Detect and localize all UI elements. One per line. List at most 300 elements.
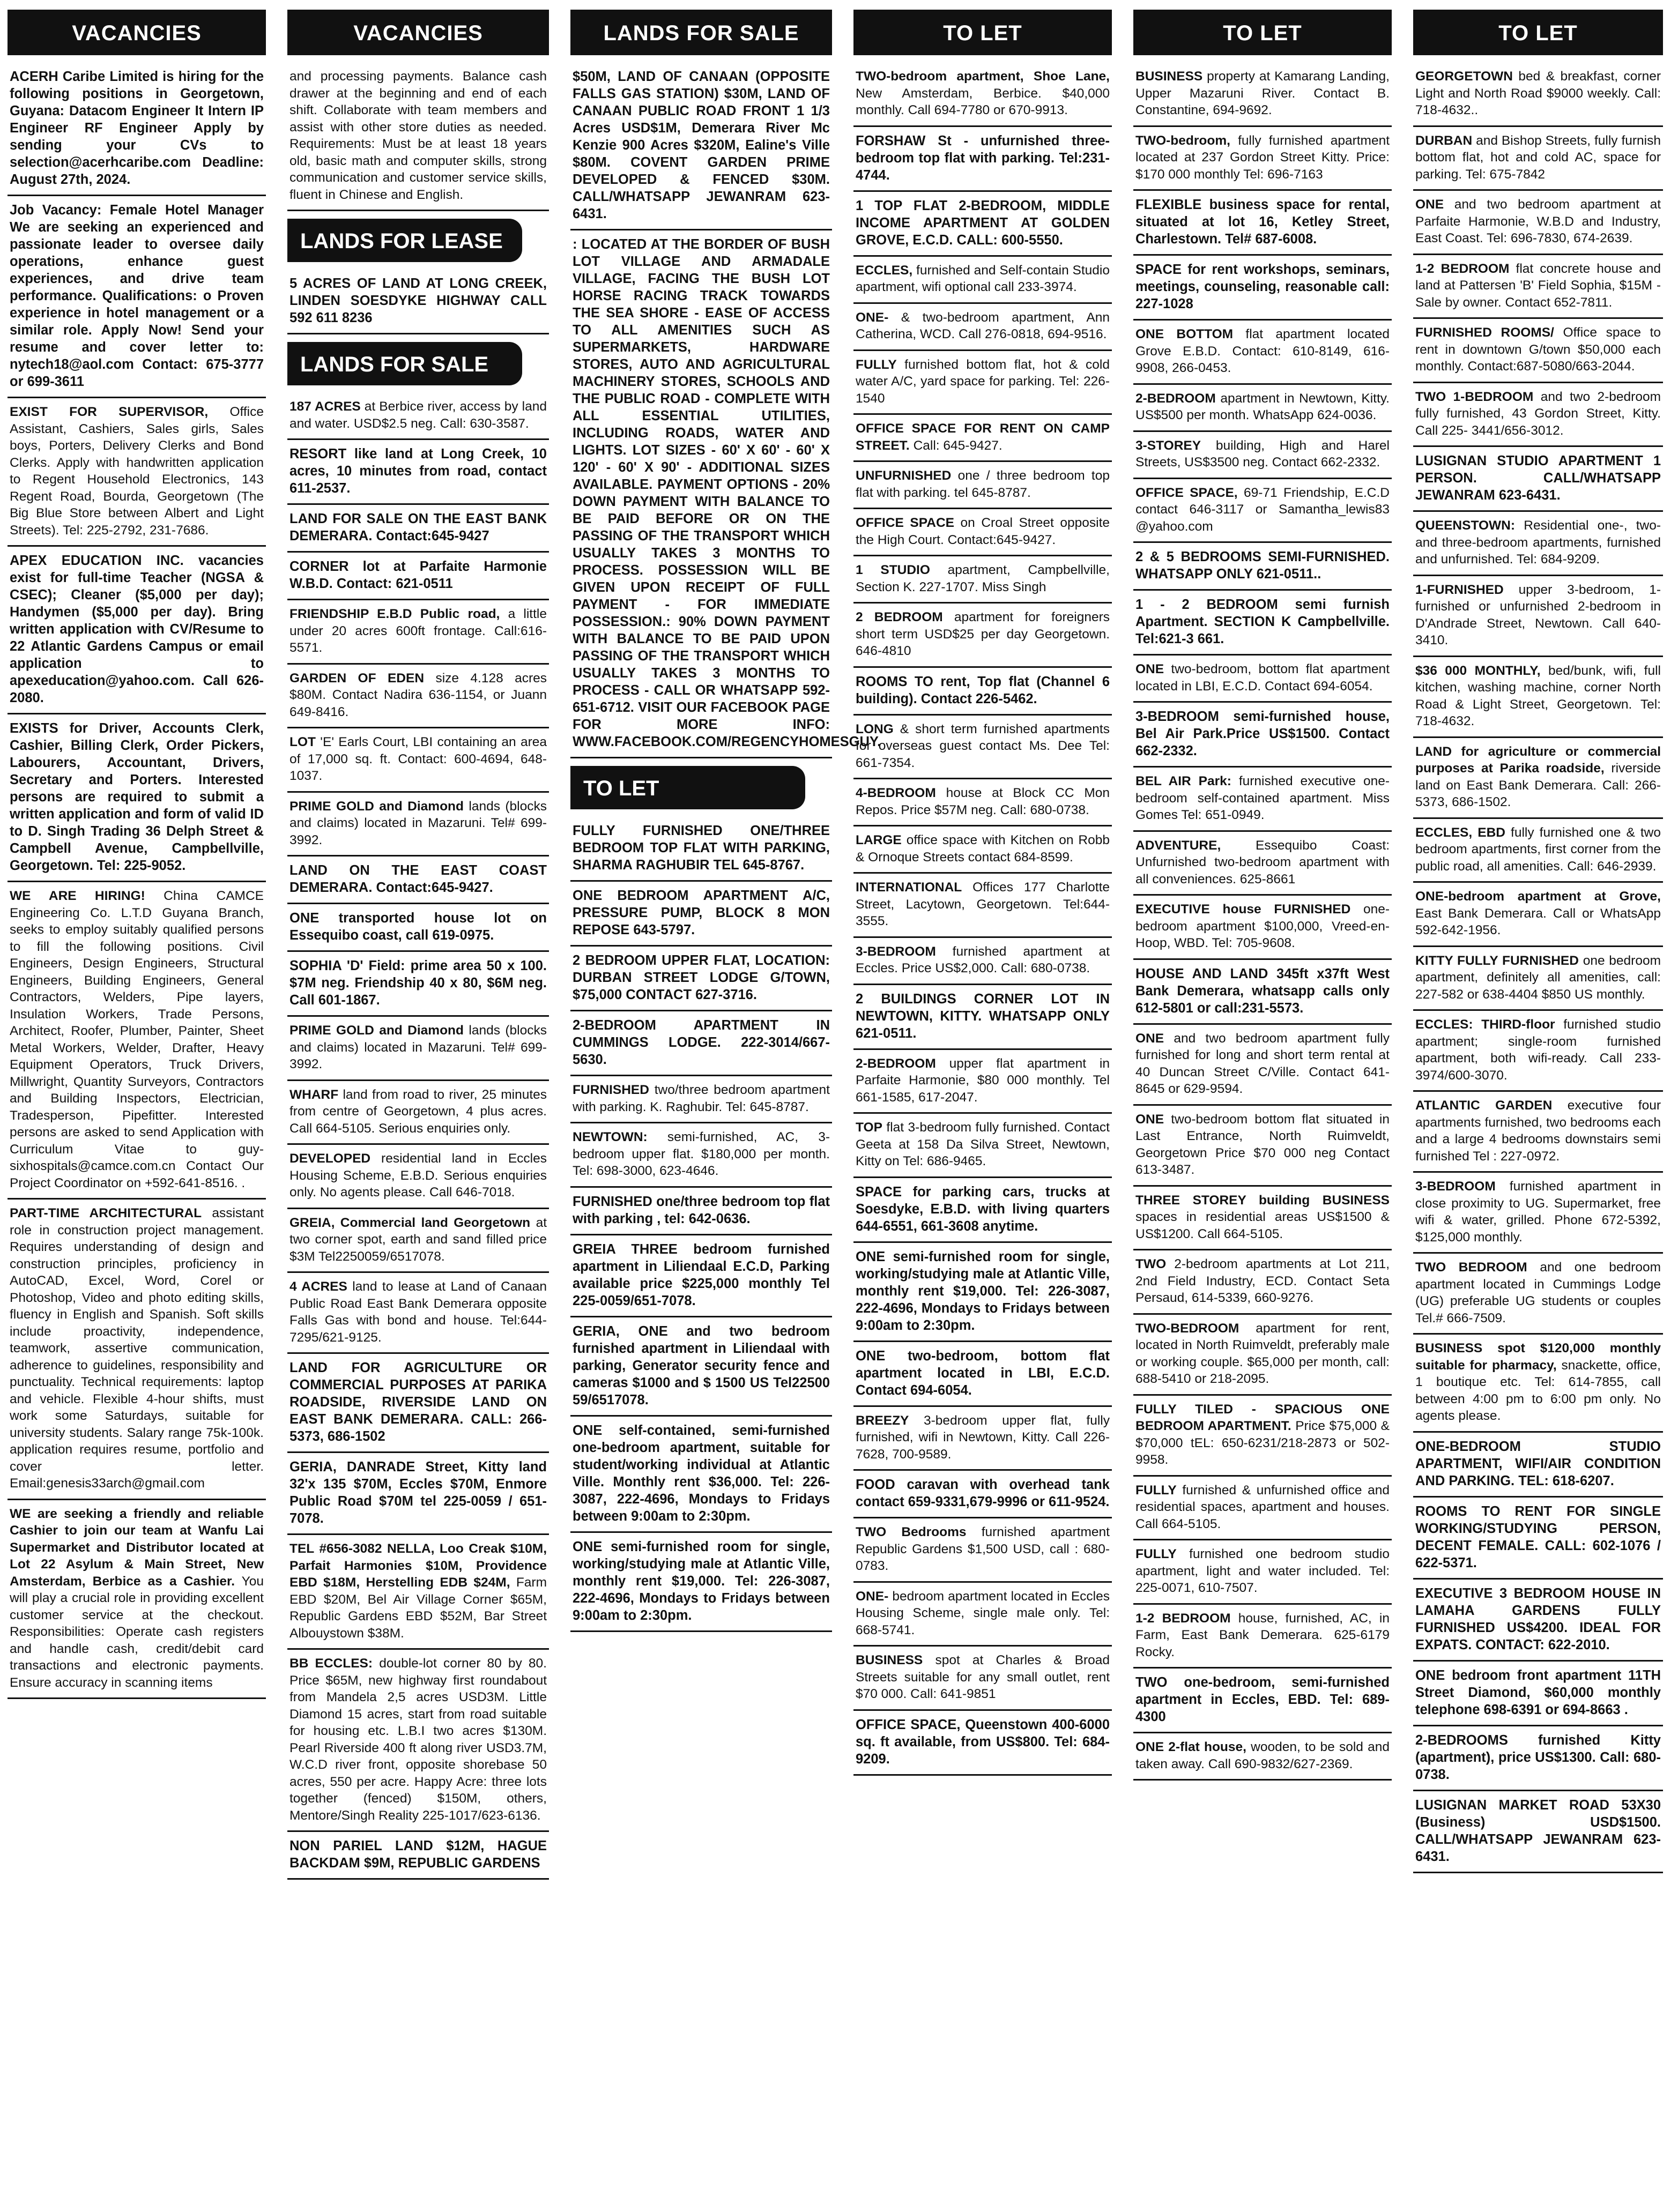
ad-body: flat 3-bedroom fully furnished. Contact Geeta at 158 Da Silva Street, Newtown, Kitty on Tel: 686-9465. <box>856 1120 1110 1168</box>
classified-ad <box>287 505 549 553</box>
classified-ad <box>1413 1726 1663 1791</box>
ad-body: & short term furnished apartments for overseas guest contact Ms. Dee Tel: 661-7354. <box>856 721 1110 770</box>
ad-lead: 1-2 BEDROOM <box>1415 261 1510 276</box>
classified-ad <box>1133 1477 1392 1541</box>
classified-ad <box>853 1583 1112 1647</box>
classified-ad <box>1413 819 1663 883</box>
ad-lead: QUEENSTOWN: <box>1415 518 1516 533</box>
column-6 <box>1413 10 1663 2207</box>
ad-body: New Amsterdam, Berbice. $40,000 monthly. Call 694-7780 or 670-9913. <box>856 86 1110 117</box>
ad-body: 1 TOP FLAT 2-BEDROOM, MIDDLE INCOME APARTMENT AT GOLDEN GROVE, E.C.D. CALL: 600-5550. <box>856 198 1110 248</box>
section-header: VACANCIES <box>8 10 266 55</box>
ad-lead: BUSINESS <box>1135 69 1203 84</box>
classified-ad <box>8 1200 266 1500</box>
ad-body: and two bedroom apartment fully furnished for long and short term rental at 40 Duncan Street C/Ville. Contact 641-8645 or 629-9594. <box>1135 1031 1390 1096</box>
classified-ad <box>1133 960 1392 1025</box>
classified-ad <box>1413 127 1663 191</box>
classified-ad <box>8 196 266 398</box>
ad-body: ONE bedroom front apartment 11TH Street Diamond, $60,000 monthly telephone 698-6391 or 694-8663 . <box>1415 1667 1661 1717</box>
classified-ad <box>8 547 266 714</box>
classified-ad <box>570 1235 832 1317</box>
ad-body: $50M, LAND OF CANAAN (OPPOSITE FALLS GAS STATION) $30M, LAND OF CANAAN PUBLIC ROAD FRONT 1 1/3 Acres USD$1M, Demerara River Mc Kenzie 900 Acres $320M, Ealine's Ville $80M. COVENT GARDEN PRIME DEVELOPED & FENCED $30M. CALL/WHATSAPP JEWANRAM 623-6431. <box>573 69 830 221</box>
classified-ad <box>570 1417 832 1533</box>
ad-body: upper 3-bedroom, 1-furnished or unfurnished 2-bedroom in D'Andrade Street, Newtown. Call 640-3410. <box>1415 582 1661 647</box>
classified-ad <box>1413 1173 1663 1254</box>
ad-body: RESORT like land at Long Creek, 10 acres, 10 minutes from road, contact 611-2537. <box>289 446 547 496</box>
ad-body: wooden, to be sold and taken away. Call 690-9832/627-2369. <box>1135 1740 1390 1771</box>
ad-body: Farm EBD $20M, Bel Air Village Corner $65M, Republic Gardens EBD $52M, Bar Street Albouystown $38M. <box>289 1575 547 1641</box>
ad-body: furnished & unfurnished office and residential spaces, apartment and houses. Call 664-5105. <box>1135 1483 1390 1531</box>
ad-body: two-bedroom, bottom flat apartment located in LBI, E.C.D. Contact 694-6054. <box>1135 662 1390 694</box>
ad-body: LAND ON THE EAST COAST DEMERARA. Contact:645-9427. <box>289 863 547 895</box>
classified-ad <box>287 1017 549 1081</box>
ad-body: Office space to rent in downtown G/town $50,000 each monthly. Contact:687-5080/663-2044. <box>1415 325 1661 374</box>
ad-lead: BUSINESS <box>856 1653 923 1667</box>
classified-ad <box>287 1650 549 1832</box>
classified-ad <box>1133 63 1392 127</box>
ad-body: fully furnished one & two bedroom apartments, first corner from the public road, all amenities. Call: 646-2939. <box>1415 825 1661 874</box>
ad-lead: FULLY <box>1135 1547 1177 1561</box>
classified-ad <box>853 1647 1112 1711</box>
ad-body: FURNISHED one/three bedroom top flat with parking , tel: 642-0636. <box>573 1194 830 1226</box>
ad-body: GERIA, DANRADE Street, Kitty land 32'x 135 $70M, Eccles $70M, Enmore Public Road $70M tel 225-0059 / 651-7078. <box>289 1459 547 1526</box>
ad-lead: ATLANTIC GARDEN <box>1415 1098 1553 1113</box>
classified-ad <box>1413 1498 1663 1580</box>
ad-lead: 187 ACRES <box>289 399 361 414</box>
ad-lead: OFFICE SPACE FOR RENT ON CAMP STREET. <box>856 421 1110 453</box>
ad-lead: FRIENDSHIP E.B.D Public road, <box>289 607 500 621</box>
ad-body: furnished executive one-bedroom self-contained apartment. Miss Gomes Tel: 651-0949. <box>1135 774 1390 822</box>
ad-body: Call: 645-9427. <box>913 438 1003 453</box>
ad-body: and one bedroom apartment located in Cummings Lodge (UG) preferable UG students or couples Tel.# 666-7509. <box>1415 1260 1661 1325</box>
ad-body: APEX EDUCATION INC. vacancies exist for full-time Teacher (NGSA & CSEC); Cleaner ($5,000 per day); Handymen ($5,000 per day). Bring written application with CV/Resume to 22 Atlantic Gardens Campus or email application to apexeducation@yahoo.com. Call 626-2080. <box>10 553 264 705</box>
classified-ad <box>570 1317 832 1417</box>
ad-body: FULLY FURNISHED ONE/THREE BEDROOM TOP FLAT WITH PARKING, SHARMA RAGHUBIR TEL 645-8767. <box>573 823 830 873</box>
classified-ad <box>570 1533 832 1632</box>
classified-ad <box>287 1354 549 1453</box>
ad-body: furnished bottom flat, hot & cold water A/C, yard space for parking. Tel: 226-1540 <box>856 357 1110 406</box>
classified-ad <box>570 1011 832 1076</box>
ad-lead: BB ECCLES: <box>289 1656 373 1671</box>
ad-body: house at Block CC Mon Repos. Price $57M neg. Call: 680-0738. <box>856 786 1110 817</box>
classified-ad <box>287 1209 549 1273</box>
classified-ad <box>8 398 266 547</box>
classified-ad <box>1133 1605 1392 1669</box>
ad-body: size 4.128 acres $80M. Contact Nadira 636-1154, or Juann 649-8416. <box>289 671 547 719</box>
ad-body: at two corner spot, earth and sand filled price $3M Tel2250059/6517078. <box>289 1215 547 1264</box>
classified-ad <box>1133 543 1392 591</box>
classified-ad <box>853 304 1112 351</box>
ad-lead: GREIA, Commercial land Georgetown <box>289 1215 531 1230</box>
classified-ad <box>287 857 549 904</box>
classified-ad <box>853 779 1112 826</box>
ad-body: and processing payments. Balance cash drawer at the beginning and end of each shift. Collaborate with team members and assist with other store duties as needed. Requirements: Must be at least 18 years old, basic math and computer skills, strong communication and customer service skills, fluent in Chinese and English. <box>289 69 547 202</box>
ad-body: Job Vacancy: Female Hotel Manager We are seeking an experienced and passionate leader to oversee daily operations, enhance guest experiences, and drive team performance. Qualifications: o Proven experience in hotel management or a similar role. Apply Now! Send your resume and cover letter to: nytech18@aol.com Contact: 675-3777 or 699-3611 <box>10 203 264 389</box>
ad-body: one-bedroom apartment $100,000, Vreed-en-Hoop, WBD. Tel: 705-9608. <box>1135 902 1390 950</box>
ad-lead: ONE <box>1135 1112 1164 1127</box>
classified-ad <box>853 668 1112 716</box>
ad-body: 2-BEDROOM APARTMENT IN CUMMINGS LODGE. 222-3014/667-5630. <box>573 1018 830 1067</box>
ad-body: spaces in residential areas US$1500 & US$1200. Call 664-5105. <box>1135 1210 1390 1241</box>
ad-lead: TWO-BEDROOM <box>1135 1321 1239 1336</box>
classified-ad <box>1133 1669 1392 1733</box>
classified-ad <box>1413 1254 1663 1335</box>
ad-body: ONE self-contained, semi-furnished one-bedroom apartment, suitable for student/working individual at Atlantic Ville. Monthly rent $36,000. Tel: 226-3087, 222-4696, Mondays to Fridays between 9:00am to 2:30pm. <box>573 1422 830 1524</box>
classified-ad <box>1413 883 1663 947</box>
classified-ad <box>287 393 549 440</box>
ad-body: assistant role in construction project management. Requires understanding of design and construction principles, proficiency in AutoCAD, Excel, Word, Corel or Photoshop, Video and photo editing skills, fluency in English and Spanish. Soft skills include proactivity, independence, teamwork, assertive communication, adherence to guidelines, responsibility and punctuality. Technical requirements: laptop and vehicle. Flexible 4-hour shifts, must work some Saturdays, suitable for university students. Salary range 75k-100k. application requires resume, portfolio and cover letter. Email:genesis33arch@gmail.com <box>10 1206 264 1491</box>
ad-lead: INTERNATIONAL <box>856 880 962 895</box>
classified-ad <box>853 985 1112 1050</box>
ad-body: LAND FOR SALE ON THE EAST BANK DEMERARA. Contact:645-9427 <box>289 511 547 543</box>
ad-body: bedroom apartment located in Eccles Housing Scheme, single male only. Tel: 668-5741. <box>856 1589 1110 1637</box>
ad-body: apartment in Newtown, Kitty. US$500 per month. WhatsApp 624-0036. <box>1135 391 1390 422</box>
classified-ad <box>1133 191 1392 256</box>
ad-body: upper flat apartment in Parfaite Harmonie, $80 000 monthly. Tel 661-1585, 617-2047. <box>856 1056 1110 1105</box>
ad-body: spot at Charles & Broad Streets suitable for any small outlet, rent $70 000. Call: 641-9851 <box>856 1653 1110 1701</box>
classified-ad <box>287 1832 549 1880</box>
ad-lead: 4-BEDROOM <box>856 786 936 800</box>
ad-body: FLEXIBLE business space for rental, situated at lot 16, Ketley Street, Charlestown. Tel# 687-6008. <box>1135 197 1390 247</box>
classified-ad <box>853 192 1112 257</box>
ad-body: bed/bunk, wifi, full kitchen, washing machine, corner North Road & Light Street, Georgetown. Tel: 718-4632. <box>1415 663 1661 728</box>
ad-body: EXISTS for Driver, Accounts Clerk, Cashier, Billing Clerk, Order Pickers, Labourers, Accountant, Drivers, Secretary and Porters. Interested persons are required to submit a written application and form of valid ID to D. Singh Trading 36 Delph Street & Campbell Avenue, Campbellville, Georgetown. Tel: 225-9052. <box>10 721 264 873</box>
ad-body: furnished and Self-contain Studio apartment, wifi optional call 233-3974. <box>856 263 1110 294</box>
classified-ad <box>8 882 266 1200</box>
ad-lead: BREEZY <box>856 1413 909 1428</box>
ad-lead: TWO-bedroom apartment, Shoe Lane, <box>856 69 1110 84</box>
ad-body: ROOMS TO rent, Top flat (Channel 6 building). Contact 226-5462. <box>856 674 1110 706</box>
ad-body: LUSIGNAN STUDIO APARTMENT 1 PERSON. CALL/WHATSAPP JEWANRAM 623-6431. <box>1415 453 1661 503</box>
section-subheader: LANDS FOR SALE <box>287 342 522 385</box>
classified-ad <box>287 553 549 600</box>
ad-body: one / three bedroom top flat with parking. tel 645-8787. <box>856 468 1110 500</box>
ad-lead: WE are seeking a friendly and reliable Cashier to join our team at Wanfu Lai Supermarket and Distributor located at Lot 22 Asylum & Main Street, New Amsterdam, Berbice as a Cashier. <box>10 1506 264 1589</box>
classified-ad <box>287 793 549 857</box>
classified-ad <box>1133 1250 1392 1315</box>
classified-ad <box>1133 256 1392 321</box>
classified-ad <box>853 1518 1112 1583</box>
classified-ad <box>1413 657 1663 738</box>
ad-lead: 3-STOREY <box>1135 438 1201 453</box>
section-header: LANDS FOR SALE <box>570 10 832 55</box>
classified-ad <box>1133 127 1392 191</box>
classified-ad <box>1133 1733 1392 1781</box>
classified-ad <box>1413 738 1663 819</box>
ad-body: ONE transported house lot on Essequibo coast, call 619-0975. <box>289 911 547 943</box>
classified-ad <box>287 728 549 793</box>
ad-lead: 1 STUDIO <box>856 563 930 577</box>
ad-body: LAND FOR AGRICULTURE OR COMMERCIAL PURPOSES AT PARIKA ROADSIDE, RIVERSIDE LAND ON EAST BANK DEMERARA. CALL: 266-5373, 686-1502 <box>289 1360 547 1444</box>
ad-body: on Croal Street opposite the High Court. Contact:645-9427. <box>856 516 1110 547</box>
classified-ad <box>1413 576 1663 657</box>
classified-ad <box>853 604 1112 668</box>
ad-lead: LOT <box>289 735 316 749</box>
ad-body: EXECUTIVE 3 BEDROOM HOUSE IN LAMAHA GARDENS FULLY FURNISHED US$4200. IDEAL FOR EXPATS. CONTACT: 622-2010. <box>1415 1585 1661 1652</box>
classified-ad <box>853 1711 1112 1776</box>
ad-body: 1 - 2 BEDROOM semi furnish Apartment. SECTION K Campbellville. Tel:621-3 661. <box>1135 597 1390 646</box>
ad-lead: 2-BEDROOM <box>856 1056 936 1071</box>
ad-lead: 2-BEDROOM <box>1135 391 1216 406</box>
ad-body: land to lease at Land of Canaan Public Road East Bank Demerara opposite Falls Gas with bond and house. Tel:644-7295/621-9125. <box>289 1279 547 1345</box>
ad-body: 3-BEDROOM semi-furnished house, Bel Air Park.Price US$1500. Contact 662-2332. <box>1135 709 1390 758</box>
ad-body: GERIA, ONE and two bedroom furnished apartment in Liliendaal with parking, Generator security fence and cameras $1000 and $ 1500 US Tel22500 59/6517078. <box>573 1323 830 1407</box>
classified-ad <box>287 1453 549 1535</box>
classified-ad <box>287 63 549 211</box>
ad-lead: PART-TIME ARCHITECTURAL <box>10 1206 202 1220</box>
classified-ad <box>1413 63 1663 127</box>
ad-body: ACERH Caribe Limited is hiring for the following positions in Georgetown, Guyana: Datacom Engineer It Intern IP Engineer RF Engineer Apply by sending your CVs to selection@acerhcaribe.com Deadline: August 27th, 2024. <box>10 69 264 187</box>
ad-lead: OFFICE SPACE, <box>1135 485 1238 500</box>
classified-ad <box>1133 1396 1392 1477</box>
classified-ad <box>287 1145 549 1209</box>
ad-body: executive four apartments furnished, two bedrooms each and a large 4 bedrooms downstairs semi furnished Tel : 227-0972. <box>1415 1098 1661 1164</box>
ad-lead: PRIME GOLD and Diamond <box>289 1023 464 1038</box>
ad-body: Residential one-, two- and three-bedroom apartments, furnished and unfurnished. Tel: 684-9209. <box>1415 518 1661 567</box>
classified-ad <box>1133 1315 1392 1396</box>
classified-ad <box>570 63 832 230</box>
classified-ad <box>853 1178 1112 1243</box>
classified-ad <box>287 1273 549 1354</box>
ad-body: furnished apartment at Eccles. Price US$2,000. Call: 680-0738. <box>856 944 1110 975</box>
classified-ad <box>853 1342 1112 1407</box>
ad-body: GREIA THREE bedroom furnished apartment in Liliendaal E.C.D, Parking available price $225,000 monthly Tel 225-0059/651-7078. <box>573 1241 830 1308</box>
classified-ad <box>1413 1092 1663 1173</box>
ad-body: lands (blocks and claims) located in Mazaruni. Tel# 699-3992. <box>289 1023 547 1071</box>
classified-ad <box>1133 656 1392 703</box>
ad-body: house, furnished, AC, in Farm, East Bank Demerara. 625-6179 Rocky. <box>1135 1611 1390 1659</box>
classified-ad <box>1413 512 1663 576</box>
ad-body: 2 & 5 BEDROOMS SEMI-FURNISHED. WHATSAPP ONLY 621-0511.. <box>1135 549 1390 582</box>
classified-ad <box>1413 1791 1663 1873</box>
classified-ad <box>1133 432 1392 479</box>
classified-ad <box>1133 1025 1392 1106</box>
classified-ad <box>287 440 549 505</box>
section-subheader: TO LET <box>570 766 805 809</box>
ad-lead: ONE- <box>856 310 889 325</box>
ad-lead: PRIME GOLD and Diamond <box>289 799 464 814</box>
classified-ad <box>1133 1106 1392 1187</box>
classified-ad <box>853 556 1112 604</box>
classified-ad <box>287 600 549 665</box>
ad-body: Offices 177 Charlotte Street, Lacytown, Georgetown. Tel:644-3555. <box>856 880 1110 928</box>
ad-body: 5 ACRES OF LAND AT LONG CREEK, LINDEN SOESDYKE HIGHWAY CALL 592 611 8236 <box>289 276 547 325</box>
ad-lead: TWO Bedrooms <box>856 1525 967 1539</box>
classified-ad <box>8 714 266 882</box>
ad-lead: BEL AIR Park: <box>1135 774 1231 788</box>
ad-body: : LOCATED AT THE BORDER OF BUSH LOT VILLAGE AND ARMADALE VILLAGE, FACING THE BUSH LOT HORSE RACING TRACK TOWARDS THE SEA SHORE - EASE OF ACCESS TO ALL AMENITIES SUCH AS SUPERMARKETS, HARDWARE STORES, AUTO AND AGRICULTURAL MACHINERY STORES, SCHOOLS AND THE PUBLIC ROAD - COMPLETE WITH ALL ESSENTIAL UTILITIES, INCLUDING ROADS, WATER AND LIGHTS. LOT SIZES - 60' X 60' - 60' X 120' - 60' X 90' - ADDITIONAL SIZES AVAILABLE. PAYMENT OPTIONS - 20% DOWN PAYMENT WITH BALANCE TO BE PAID BEFORE OR ON THE PASSING OF THE TRANSPORT WHICH USUALLY TAKES 3 MONTHS TO PROCESS. POSSESSION WILL BE GIVEN UPON RECEIPT OF FULL PAYMENT - FOR IMMEDIATE POSSESSION.: 90% DOWN PAYMENT WITH BALANCE TO BE PAID UPON PASSING OF THE TRANSPORT WHICH USUALLY TAKES 3 MONTHS TO PROCESS - CALL OR WHATSAPP 592-651-6712. VISIT OUR FACEBOOK PAGE FOR MORE INFO: WWW.FACEBOOK.COM/REGENCYHOMESGUY. <box>573 237 881 749</box>
classified-ad <box>1133 385 1392 432</box>
classified-ad <box>1133 896 1392 960</box>
ad-body: two/three bedroom apartment with parking. K. Raghubir. Tel: 645-8787. <box>573 1083 830 1114</box>
ad-lead: ECCLES, <box>856 263 913 278</box>
ad-lead: 3-BEDROOM <box>1415 1179 1496 1194</box>
section-header: VACANCIES <box>287 10 549 55</box>
ad-lead: ONE <box>1415 197 1444 212</box>
ad-body: CORNER lot at Parfaite Harmonie W.B.D. Contact: 621-0511 <box>289 559 547 591</box>
ad-body: 'E' Earls Court, LBI containing an area of 17,000 sq. ft. Contact: 600-4694, 648-1037. <box>289 735 547 783</box>
classified-ad <box>287 1081 549 1145</box>
classified-ad <box>853 509 1112 556</box>
ad-body: ONE-BEDROOM STUDIO APARTMENT, WIFI/AIR CONDITION AND PARKING. TEL: 618-6207. <box>1415 1439 1661 1488</box>
classified-ad <box>853 874 1112 938</box>
classified-ad <box>853 1243 1112 1342</box>
ad-lead: ONE 2-flat house, <box>1135 1740 1246 1754</box>
section-header: TO LET <box>853 10 1112 55</box>
ad-lead: FURNISHED <box>573 1083 649 1097</box>
section-subheader: LANDS FOR LEASE <box>287 219 522 262</box>
classified-ad <box>1133 768 1392 832</box>
ad-body: Office Assistant, Cashiers, Sales girls, Sales boys, Porters, Delivery Clerks and Bond Clerks. Apply with handwritten application to Regent Household Electronics, 143 Regent Road, Bourda, Georgetown (The Big Blue Store between Albert and Light Streets). Tel: 225-2792, 231-7686. <box>10 405 264 538</box>
classified-ad <box>853 63 1112 127</box>
ad-body: snackette, office, 1 boutique etc. Tel: 614-7855, call between 4:00 pm to 6:00 pm only. No agents please. <box>1415 1358 1661 1423</box>
ad-lead: TWO 1-BEDROOM <box>1415 389 1534 404</box>
ad-lead: GEORGETOWN <box>1415 69 1513 84</box>
ad-body: building, High and Harel Streets, US$3500 neg. Contact 662-2332. <box>1135 438 1390 470</box>
classified-ad <box>8 63 266 196</box>
classified-ad <box>1413 383 1663 448</box>
ad-body: flat concrete house and land at Pattersen 'B' Field Sophia, $15M - Sale by owner. Contact 652-7811. <box>1415 261 1661 310</box>
ad-body: East Bank Demerara. Call or WhatsApp 592-642-1956. <box>1415 906 1661 937</box>
classified-ad <box>853 127 1112 192</box>
ad-body: furnished apartment in close proximity to UG. Supermarket, free wifi & water, grilled. Phone 672-5392, $125,000 monthly. <box>1415 1179 1661 1245</box>
ad-lead: 1-FURNISHED <box>1415 582 1504 597</box>
ad-body: double-lot corner 80 by 80. Price $65M, new highway first roundabout from Mandela 2,5 acres USD3M. Little Diamond 15 acres, start from road suitable for housing etc. L.B.I two acres $130M. Pearl Riverside 400 ft along river USD3.7M, W.C.D river front, opposite shorebase 50 acres, 550 per acre. Happy Acre: three lots together (fenced) $150M, others, Mentore/Singh Reality 225-1017/623-6136. <box>289 1656 547 1823</box>
ad-lead: TWO BEDROOM <box>1415 1260 1527 1275</box>
ad-lead: DEVELOPED <box>289 1151 371 1166</box>
ad-lead: TOP <box>856 1120 882 1135</box>
ad-lead: FULLY TILED - SPACIOUS ONE BEDROOM APARTMENT. <box>1135 1402 1390 1433</box>
ad-body: Essequibo Coast: Unfurnished two-bedroom apartment with all conveniences. 625-8661 <box>1135 838 1390 887</box>
classified-ad <box>853 1471 1112 1518</box>
ad-body: apartment, Campbellville, Section K. 227-1707. Miss Singh <box>856 563 1110 594</box>
ad-lead: NEWTOWN: <box>573 1130 648 1144</box>
ad-lead: ADVENTURE, <box>1135 838 1221 853</box>
ad-body: land from road to river, 25 minutes from centre of Georgetown, 4 plus acres. Call 664-5105. Serious enquiries only. <box>289 1087 547 1136</box>
ad-body: flat apartment located Grove E.B.D. Contact: 610-8149, 616-9908, 266-0453. <box>1135 327 1390 375</box>
ad-body: ONE BEDROOM APARTMENT A/C, PRESSURE PUMP, BLOCK 8 MON REPOSE 643-5797. <box>573 888 830 937</box>
classified-ad <box>853 351 1112 415</box>
classified-ad <box>853 462 1112 509</box>
ad-lead: BUSINESS spot $120,000 monthly suitable for pharmacy, <box>1415 1341 1661 1373</box>
classified-ad <box>1413 255 1663 319</box>
ad-lead: ONE- <box>856 1589 889 1604</box>
ad-lead: UNFURNISHED <box>856 468 952 483</box>
column-5 <box>1133 10 1392 2207</box>
classified-ad <box>570 1188 832 1235</box>
classified-ad <box>853 716 1112 780</box>
ad-lead: OFFICE SPACE <box>856 516 954 530</box>
ad-lead: 2 BEDROOM <box>856 610 943 624</box>
ad-body: furnished one bedroom studio apartment, light and water included. Tel: 225-0071, 610-7507. <box>1135 1547 1390 1595</box>
column-2 <box>287 10 549 2207</box>
classified-ad <box>853 257 1112 304</box>
classified-ad <box>1413 1580 1663 1662</box>
ad-body: SOPHIA 'D' Field: prime area 50 x 100. $7M neg. Friendship 40 x 80, $6M neg. Call 601-1867. <box>289 958 547 1008</box>
column-4 <box>853 10 1112 2207</box>
ad-lead: LONG <box>856 721 894 736</box>
classified-ad <box>1133 832 1392 896</box>
ad-body: and two 2-bedroom fully furnished, 43 Gordon Street, Kitty. Call 225- 3441/656-3012. <box>1415 389 1661 438</box>
classified-ad <box>1413 191 1663 255</box>
ad-body: You will play a crucial role in providing excellent customer service at the checkout. Responsibilities: Operate cash registers and handle cash, credit/debit card transactions and electronic payments. Ensure accuracy in scanning items <box>10 1574 264 1690</box>
ad-body: one bedroom apartment, definitely all amenities, call: 227-582 or 638-4404 $850 US monthly. <box>1415 953 1661 1002</box>
ad-body: OFFICE SPACE, Queenstown 400-6000 sq. ft available, from US$800. Tel: 684-9209. <box>856 1717 1110 1767</box>
ad-body: two-bedroom bottom flat situated in Last Entrance, North Ruimveldt, Georgetown Price $70 000 neg Contact 613-3487. <box>1135 1112 1390 1177</box>
ad-lead: DURBAN <box>1415 133 1473 148</box>
classified-ad <box>1413 947 1663 1011</box>
ad-lead: 4 ACRES <box>289 1279 347 1294</box>
ad-lead: ONE BOTTOM <box>1135 327 1234 341</box>
ad-body: furnished studio apartment; single-room furnished apartment, both wifi-ready. Call 233-3974/600-3070. <box>1415 1017 1661 1083</box>
classified-ad <box>853 415 1112 462</box>
ad-lead: ECCLES, EBD <box>1415 825 1505 840</box>
ad-body: and Bishop Streets, fully furnish bottom flat, hot and cold AC, space for parking. Tel: 675-7842 <box>1415 133 1661 182</box>
classified-ad <box>287 904 549 952</box>
section-header: TO LET <box>1133 10 1392 55</box>
ad-lead: KITTY FULLY FURNISHED <box>1415 953 1579 968</box>
ad-body: SPACE for parking cars, trucks at Soesdyke, E.B.D. with living quarters 644-6551, 661-3608 anytime. <box>856 1184 1110 1234</box>
ad-body: ONE semi-furnished room for single, working/studying male at Atlantic Ville, monthly rent $19,000. Tel: 226-3087, 222-4696, Mondays to Fridays between 9:00am to 2:30pm. <box>573 1539 830 1623</box>
ad-body: riverside land on East Bank Demerara. Call: 266-5373, 686-1502. <box>1415 761 1661 809</box>
ad-lead: WHARF <box>289 1087 339 1102</box>
ad-lead: 1-2 BEDROOM <box>1135 1611 1231 1626</box>
classified-ad <box>287 1535 549 1650</box>
ad-body: 69-71 Friendship, E.C.D contact 646-3117 or Samantha_lewis83 @yahoo.com <box>1135 485 1390 534</box>
ad-body: property at Kamarang Landing, Upper Mazaruni River. Contact B. Constantine, 694-9692. <box>1135 69 1390 117</box>
ad-lead: WE ARE HIRING! <box>10 889 145 903</box>
classified-ad <box>287 270 549 334</box>
ad-body: fully furnished apartment located at 237 Gordon Street Kitty. Price: $170 000 monthly Tel: 696-7163 <box>1135 133 1390 182</box>
ad-body: furnished apartment Republic Gardens $1,500 USD, call : 680-0783. <box>856 1525 1110 1573</box>
ad-body: ONE semi-furnished room for single, working/studying male at Atlantic Ville, monthly rent $19,000. Tel: 226-3087, 222-4696, Mondays to Fridays between 9:00am to 2:30pm. <box>856 1249 1110 1333</box>
ad-lead: TEL #656-3082 NELLA, Loo Creak $10M, Parfait Harmonies $10M, Providence EBD $18M, Herstelling EDB $24M, <box>289 1541 547 1590</box>
classified-ad <box>1413 447 1663 512</box>
classified-ad <box>853 1407 1112 1471</box>
ad-lead: $36 000 MONTHLY, <box>1415 663 1541 678</box>
classified-ad <box>1413 1335 1663 1433</box>
classified-ad <box>1133 479 1392 543</box>
ad-lead: ONE <box>1135 662 1164 676</box>
ad-body: FORSHAW St - unfurnished three-bedroom top flat with parking. Tel:231-4744. <box>856 133 1110 183</box>
ad-lead: TWO-bedroom, <box>1135 133 1230 148</box>
ad-body: 2-bedroom apartments at Lot 211, 2nd Field Industry, ECD. Contact Seta Persaud, 614-5339, 660-9276. <box>1135 1257 1390 1305</box>
ad-body: a little under 20 acres 600ft frontage. Call:616-5571. <box>289 607 547 655</box>
ad-body: 2 BEDROOM UPPER FLAT, LOCATION: DURBAN STREET LODGE G/TOWN, $75,000 CONTACT 627-3716. <box>573 953 830 1002</box>
ad-body: TWO one-bedroom, semi-furnished apartment in Eccles, EBD. Tel: 689-4300 <box>1135 1675 1390 1724</box>
classified-ad <box>287 665 549 729</box>
ad-body: and two bedroom apartment at Parfaite Harmonie, W.B.D and Industry, East Coast. Tel: 696-7830, 674-2639. <box>1415 197 1661 245</box>
classified-ad <box>1413 1011 1663 1092</box>
classified-ad <box>570 1123 832 1188</box>
ad-body: bed & breakfast, corner Light and North Road $9000 weekly. Call: 718-4632.. <box>1415 69 1661 117</box>
classified-ad <box>1133 1187 1392 1251</box>
ad-body: ROOMS TO RENT FOR SINGLE WORKING/STUDYING PERSON, DECENT FEMALE. CALL: 602-1076 / 622-5371. <box>1415 1503 1661 1570</box>
ad-body: office space with Kitchen on Robb & Ornoque Streets contact 684-8599. <box>856 833 1110 865</box>
classified-ad <box>1133 591 1392 656</box>
ad-lead: 3-BEDROOM <box>856 944 936 959</box>
ad-body: residential land in Eccles Housing Scheme, E.B.D. Serious enquiries only. No agents please. Call 646-7018. <box>289 1151 547 1200</box>
ad-body: SPACE for rent workshops, seminars, meetings, counseling, reasonable call: 227-1028 <box>1135 262 1390 311</box>
ad-body: 3-bedroom upper flat, fully furnished, wifi in Newtown, Kitty. Call 226-7628, 700-9589. <box>856 1413 1110 1462</box>
ad-body: FOOD caravan with overhead tank contact 659-9331,679-9996 or 611-9524. <box>856 1477 1110 1509</box>
ad-lead: THREE STOREY building BUSINESS <box>1135 1193 1390 1208</box>
ad-lead: TWO <box>1135 1257 1167 1271</box>
classified-ad <box>1133 1540 1392 1605</box>
classified-ad <box>1133 321 1392 385</box>
ad-body: 2-BEDROOMS furnished Kitty (apartment), price US$1300. Call: 680-0738. <box>1415 1732 1661 1782</box>
section-header: TO LET <box>1413 10 1663 55</box>
